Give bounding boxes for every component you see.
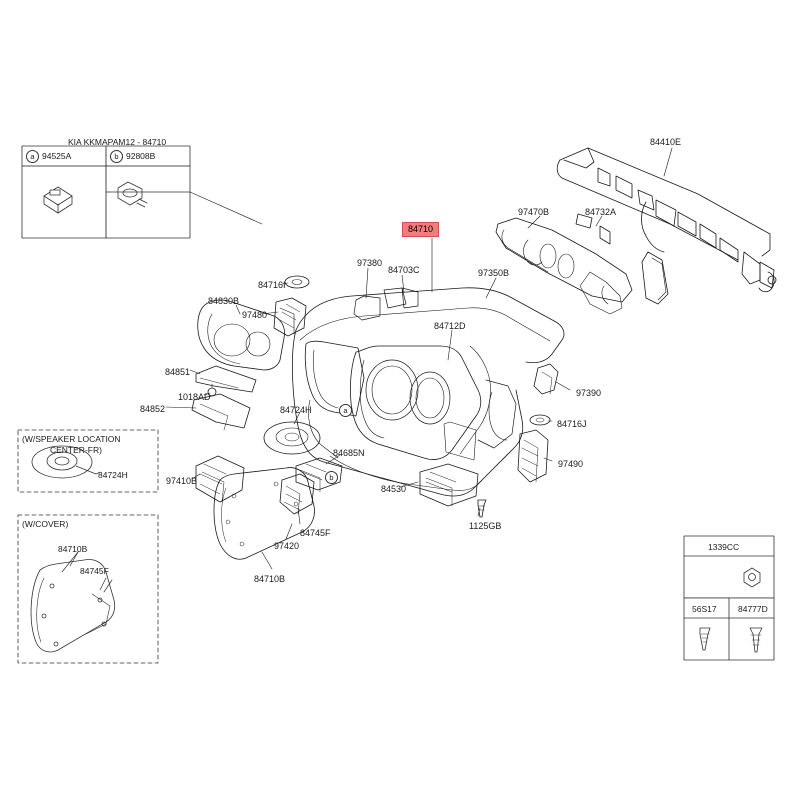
callout-97470b: 97470B — [518, 207, 550, 217]
callout-97350b: 97350B — [478, 268, 510, 278]
cowl-crossmember — [557, 148, 776, 304]
legend-cover-part-84745f: 84745F — [80, 566, 109, 576]
callout-84724h: 84724H — [280, 405, 312, 415]
callout-97410b: 97410B — [166, 476, 198, 486]
callout-84712d: 84712D — [434, 321, 466, 331]
legend-part-92808b: 92808B — [126, 151, 156, 161]
legend-cover-part-84710b: 84710B — [58, 544, 88, 554]
callout-84716i: 84716I — [258, 280, 286, 290]
callout-84530: 84530 — [381, 484, 407, 494]
legend-fastener-1339cc: 1339CC — [708, 542, 740, 552]
callout-84410e: 84410E — [650, 137, 682, 147]
legend-letter-b: b — [110, 150, 123, 163]
legend-box-cover-frame — [18, 515, 158, 663]
callout-97480: 97480 — [242, 310, 268, 320]
legend-part-94525a: 94525A — [42, 151, 72, 161]
legend-speaker-title-line1: (W/SPEAKER LOCATION — [22, 434, 121, 444]
callout-84710b: 84710B — [254, 574, 286, 584]
legend-speaker-part: 84724H — [98, 470, 128, 480]
callout-84851: 84851 — [165, 367, 191, 377]
legend-fastener-56s17: 56S17 — [692, 604, 717, 614]
legend-fastener-84777d: 84777D — [738, 604, 768, 614]
callout-84732a: 84732A — [585, 207, 617, 217]
legend-top-left-title: KIA KKMAPAM12 - 84710 — [68, 137, 167, 147]
instrument-panel-main — [292, 288, 564, 496]
callout-84745f: 84745F — [300, 528, 331, 538]
legend-letter-a: a — [26, 150, 39, 163]
legend-speaker-title-line2: CENTER-FR) — [50, 445, 102, 455]
callout-84703c: 84703C — [388, 265, 420, 275]
defroster-duct-97470b — [496, 218, 632, 314]
callout-97490: 97490 — [558, 459, 584, 469]
callout-97380: 97380 — [357, 258, 383, 268]
marker-circle-a: a — [339, 404, 352, 417]
callout-1125gb: 1125GB — [469, 521, 502, 531]
callout-1018ad: 1018AD — [178, 392, 211, 402]
legend-cover-title: (W/COVER) — [22, 519, 69, 529]
callout-84852: 84852 — [140, 404, 166, 414]
callout-97420: 97420 — [274, 541, 300, 551]
callout-84685n: 84685N — [333, 448, 365, 458]
marker-circle-b: b — [325, 471, 338, 484]
callout-97390: 97390 — [576, 388, 602, 398]
callout-84830b: 84830B — [208, 296, 240, 306]
callout-84710-highlighted: 84710 — [402, 222, 439, 237]
legend-box-fasteners-frame — [684, 536, 774, 660]
callout-84716j: 84716J — [557, 419, 587, 429]
